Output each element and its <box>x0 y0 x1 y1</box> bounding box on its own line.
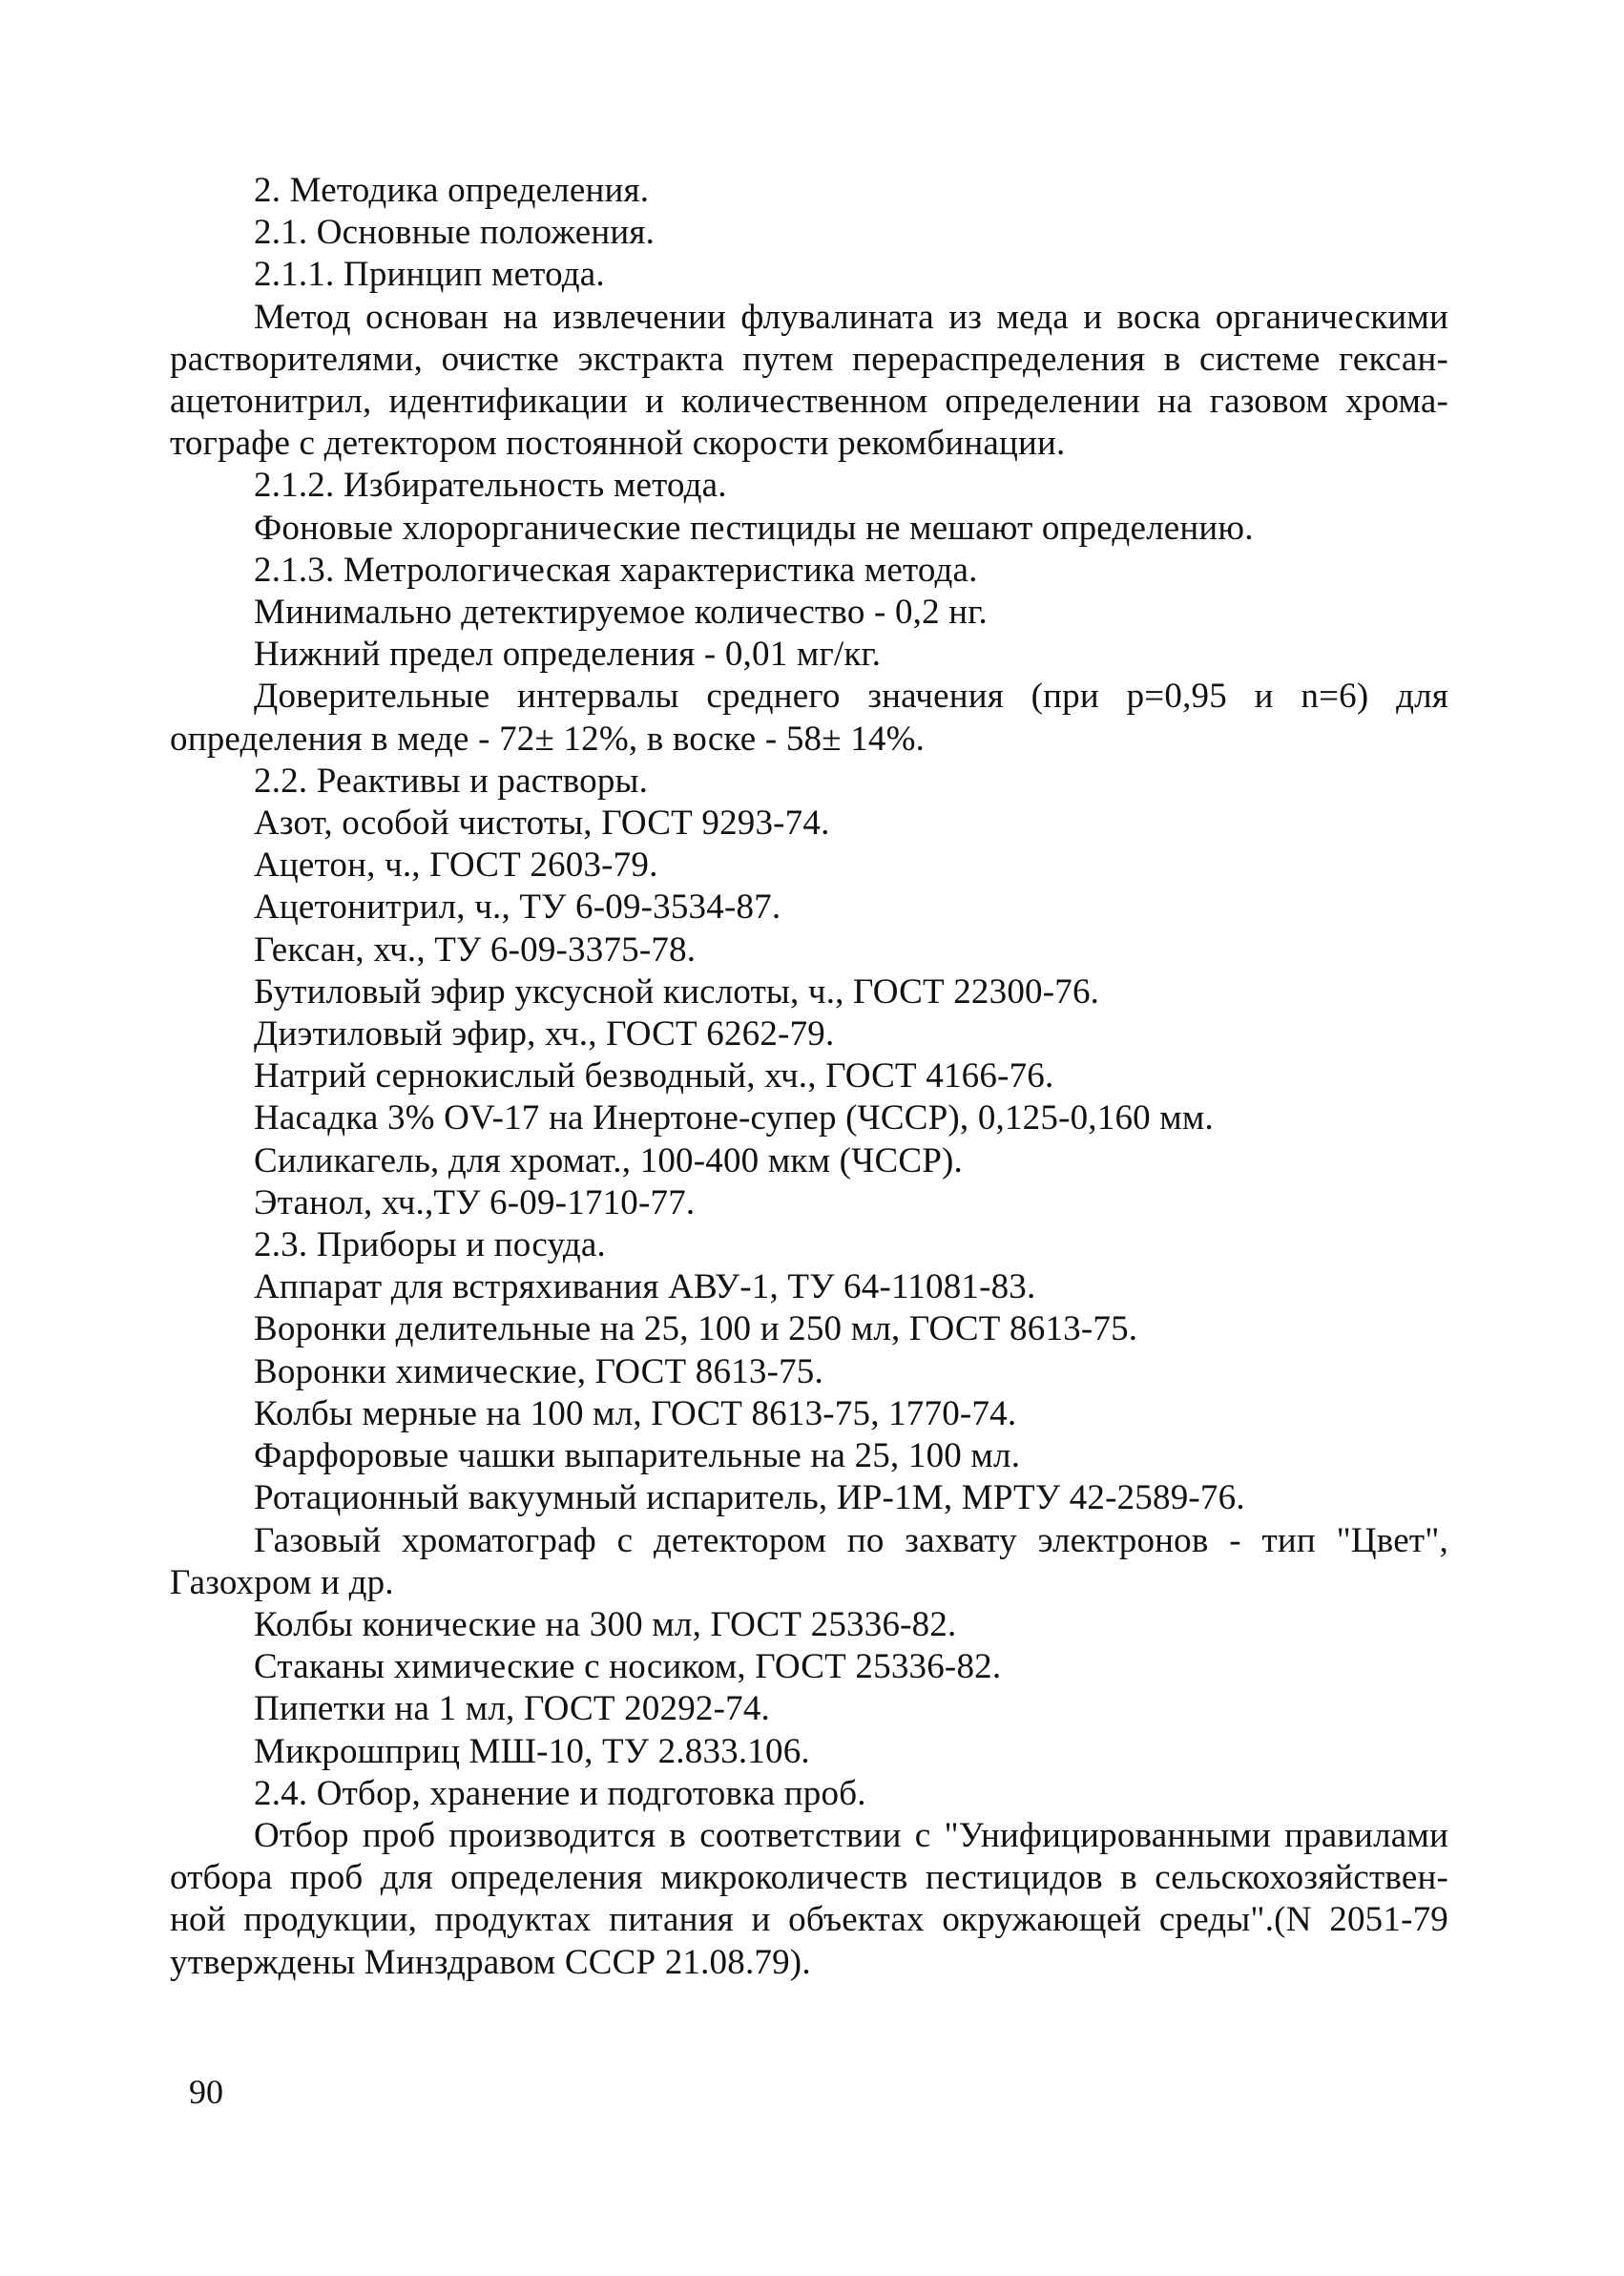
text-line: утверждены Минздравом СССР 21.08.79). <box>170 1942 811 1982</box>
text-line: Фоновые хлорорганические пестициды не мешают определению. <box>254 508 1254 548</box>
text-line: Азот, особой чистоты, ГОСТ 9293-74. <box>254 804 830 844</box>
text-line: тографе с детектором постоянной скорости рекомбинации. <box>170 424 1066 464</box>
text-line: Нижний предел определения - 0,01 мг/кг. <box>254 635 882 675</box>
text-line: Натрий сернокислый безводный, хч., ГОСТ 4166-76. <box>254 1056 1054 1096</box>
text-line: Ротационный вакуумный испаритель, ИР-1М, МРТУ 42-2589-76. <box>254 1478 1245 1518</box>
text-line: Диэтиловый эфир, хч., ГОСТ 6262-79. <box>254 1014 835 1054</box>
text-line: Ацетон, ч., ГОСТ 2603-79. <box>254 846 658 886</box>
text-line: Воронки химические, ГОСТ 8613-75. <box>254 1351 823 1391</box>
text-line: Этанол, хч.,ТУ 6-09-1710-77. <box>254 1182 696 1222</box>
text-line: растворителями, очистке экстракта путем перераспределения в системе гексан- <box>170 339 1448 379</box>
text-line: Насадка 3% OV-17 на Инертоне-супер (ЧССР), 0,125-0,160 мм. <box>254 1098 1214 1138</box>
text-line: определения в меде - 72± 12%, в воске - 58± 14%. <box>170 719 926 759</box>
text-line: Стаканы химические с носиком, ГОСТ 25336-82. <box>254 1647 1002 1687</box>
text-line: 2.1. Основные положения. <box>254 213 656 253</box>
text-line: Бутиловый эфир уксусной кислоты, ч., ГОСТ 22300-76. <box>254 971 1100 1012</box>
text-line: Фарфоровые чашки выпарительные на 25, 100 мл. <box>254 1436 1021 1476</box>
text-line: Силикагель, для хромат., 100-400 мкм (ЧССР). <box>254 1140 963 1180</box>
text-line: Аппарат для встряхивания АВУ-1, ТУ 64-11081-83. <box>254 1267 1036 1307</box>
text-line: 2.3. Приборы и посуда. <box>254 1225 606 1265</box>
page-number: 90 <box>189 2073 223 2111</box>
text-line: Минимально детектируемое количество - 0,2 нг. <box>254 593 988 633</box>
body-text <box>170 170 1448 1984</box>
text-line: Колбы конические на 300 мл, ГОСТ 25336-82. <box>254 1604 957 1644</box>
text-line: Газовый хроматограф с детектором по захвату электронов - тип "Цвет", <box>254 1520 1448 1560</box>
text-line: ацетонитрил, идентификации и количественном определении на газовом хрома- <box>170 382 1448 422</box>
text-line: ной продукции, продуктах питания и объектах окружающей среды".(N 2051-79 <box>170 1900 1448 1940</box>
text-line: Ацетонитрил, ч., ТУ 6-09-3534-87. <box>254 887 781 928</box>
text-line: 2. Методика определения. <box>254 171 650 210</box>
text-line: 2.1.3. Метрологическая характеристика метода. <box>254 550 978 590</box>
text-line: 2.2. Реактивы и растворы. <box>254 761 649 801</box>
text-line: Воронки делительные на 25, 100 и 250 мл, ГОСТ 8613-75. <box>254 1309 1138 1349</box>
text-line: Гексан, хч., ТУ 6-09-3375-78. <box>254 929 697 970</box>
text-line: 2.1.2. Избирательность метода. <box>254 466 727 506</box>
text-line: Пипетки на 1 мл, ГОСТ 20292-74. <box>254 1689 770 1729</box>
text-line: отбора проб для определения микроколичеств пестицидов в сельскохозяйствен- <box>170 1858 1448 1898</box>
text-line: Отбор проб производится в соответствии с "Унифицированными правилами <box>254 1815 1448 1855</box>
text-line: Микрошприц МШ-10, ТУ 2.833.106. <box>254 1731 810 1771</box>
text-line: Метод основан на извлечении флувалината из меда и воска органическими <box>254 297 1448 337</box>
text-line: 2.4. Отбор, хранение и подготовка проб. <box>254 1773 866 1813</box>
text-line: Доверительные интервалы среднего значения (при р=0,95 и n=6) для <box>254 677 1448 717</box>
text-line: Газохром и др. <box>170 1562 394 1602</box>
text-line: Колбы мерные на 100 мл, ГОСТ 8613-75, 1770-74. <box>254 1393 1017 1433</box>
text-line: 2.1.1. Принцип метода. <box>254 255 605 295</box>
